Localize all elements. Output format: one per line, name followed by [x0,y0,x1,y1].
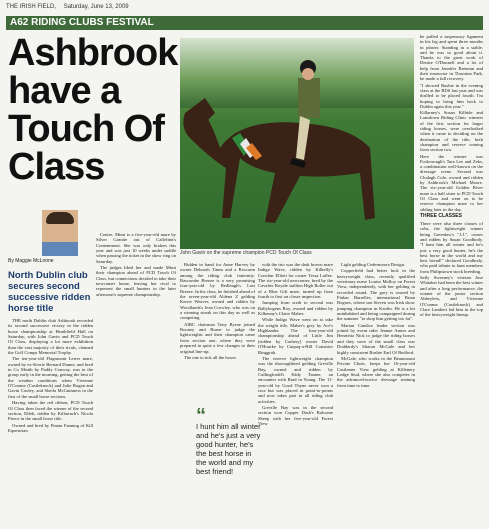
quote-mark-icon: “ [196,405,206,427]
article-right-column [420,34,483,318]
standfirst: North Dublin club secures second successive ridden horse title [8,270,91,314]
article-column-4 [337,262,415,389]
headline: Ashbrook have a Touch Of Class [8,32,178,188]
section-banner: A62 RIDING CLUBS FESTIVAL [6,16,483,30]
author-hair [46,212,74,224]
paragraph: Having taken the red ribbon, PCD Touch Of Class then faced the winner of the second section, Dilek, ridden by Killarinch's Nicola Pierce in the small horse title. [8,400,93,422]
paragraph: Killarney's Susan Kilbide and Lansdown Riding Clinic winners of the first section for larger riding horses, were overlooked when it came to deciding on the destination of the title, both champion and reserve coming from section two. [420,110,483,153]
article-column-1 [8,318,93,434]
author-photo [42,210,78,256]
paragraph: McGale, who works in the Beaumount Private Clinic, keeps her 16-year-old Castlemer View gelding at Killenery Lodge Stud, where she also competes in the advanced-novice dressage training from time to time. [337,355,415,388]
paragraph: Jumping from sixth to second was Ballybogens Roy, owned and ridden by Kilkenny's Claire Maher. [258,300,333,317]
author-shirt [42,242,78,256]
horse-and-rider-illustration [180,38,414,249]
article-column-1b [96,232,176,298]
article-column-3 [258,262,333,427]
subhead: THREE CLASSES [420,212,462,219]
paragraph: THE north Dublin club Ashbrook recorded its second successive victory in the ridden horse championship at Heathfield Hall on Saturday, with John Gavin and PCD Touch Of Class, displaying a lot more exhibition than the vast majority of their rivals, claimed the Golf Comps Memorial Trophy. [8,318,93,356]
paragraph: Copperfield had better luck in the heavyweight class, recently qualified veterinary nurse Louise Molloy on Forest View, independently, with her gelding in recorded round. The grey is owned by Finbar Barrelles, international Brian Bogues, whose son Steven was Irish show jumping champion in Kaolin. He is a bit uninhabited and being campaigned during the summer "to shop him getting too fat". [337,268,415,322]
paragraph: Sally Sweeney's veteran Jose Whitaker had been the best winter and after a long performance, the winner of the junior section Abbeyleix, and Vivienne O'Connor (Castleknock) and Clare Lambert led him in the top of the heavyweight lineup. [420,275,483,318]
paragraph: AIBC chairman Tony Byrne joined Rooney and Burne to judge the lightweights and their champion came from section one, where they were prepared in quite a few changes to their original line-up. [180,321,255,354]
issue-date: Saturday, June 13, 2009 [63,4,129,10]
paragraph: Greville Bay was in the second section won Copper Dash's Balcome Sheep with her five-year-old Forest View [258,404,333,426]
paragraph: While Indigo Wave went on to take the weight title, Maher's grey by Ace's Highlander. The four-year-old championship ahead of Little Jim (ridden by Carbery) owner David O'Hourke by Cuipaq-a-Hill Consister Ringgrah. [258,317,333,355]
paragraph: "I showed Rushie in the evening class at the RDS last year and was thrilled to be placed fourth. I'm hoping to bring him back to Dublin again this year." [420,82,483,109]
pull-quote [196,405,261,476]
paragraph: Owned and bred by Fintan Fanning of Kill Equestrian [8,422,93,433]
paragraph: The judges liked her and made Mimi their champion ahead of PCD Touch Of Class, but connections decided to take their newcomer home, leaving her rival to represent the small hunters in the later afternoon's supreme championship. [96,265,176,297]
main-photo [180,38,414,249]
paragraph: The one to tick all the boxes [184,354,237,360]
paragraph: with the trio was the dark brown mare Indigo Wave, ridden by Kilkelly's Conchur Elliott for owner Tessa Laffee. The six-year-old newcomer, bred by the Cavalier Royale stallion High Roller out of a Blue Gift mare, turned up from fourth to first on closer inspection. [258,262,333,300]
paper-name: THE IRISH FIELD, [6,4,57,10]
masthead [6,4,483,16]
paragraph: Marian Candice leader section was joined by event rider Jeanne Amtes and Henrietta Nick to judge the riding horses and they were of the small class was Dodderdy's Sharon McGale and her highly consistent Rushie Earl Of Bedford. [337,322,415,355]
pull-quote-text: I hunt him all winter and he's just a very good hunter, he's the best horse in the world and my best friend! [196,422,261,476]
paragraph: Centre, Mimi is a five-year-old mare by Silver Granite out of Callefinn's Contentment. She was only broken this year and was just 10 weeks under saddle when passing the ticket in the show ring on Saturday. [96,232,176,264]
paragraph: The ten-year-old Flagmount Lerrer mare, owned by ex-Kerrie Bernard Dunne, and bred in Co Meath by Paddy Conway, was in the group early in the morning, getting the best of the weather conditions when Vivienne O'Connor (Castleknock) and Julie Rogan and Gavin Cooley, and Sheila McGuinness in the first of the small horse sections. [8,356,93,399]
paragraph: Ridden in hand for Anne Harvey by owner Deborah Timm and a Roscarin among the riding club fraternity. Bascombe Breeze is a very promising four-year-old by Redlaugh's Last Breeze. In his class, he finished ahead of the seven-year-old Aldena Z gelding Kerrie Weaver, owned and ridden by Woodlands's Jean Crowley, who was on a winning streak on this day as well as competing. [180,262,255,321]
paragraph: Here the winner was Foxborough's Tara Lee and Zeks, a combination well-known on the dressage scene. Second was Clodagh Cole, owned and ridden by Ashbrook's Michael Moore. The six-year-old Golden River mare is a half sister to PCD Touch Of Class and went on to be reserve champion mare to her sibling later in the day. [420,153,484,212]
article-column-2 [180,262,255,361]
paragraph: There were also three classes of cobs, the lightweight winner being Greenlaw's "J.J.", owner and ridden by Susan Goodbody. "I hunt him all winter and he's just a very good hunter, he's the best horse in the world and my best friend!" declared Goodbody, who paid tribute to hunt members from Philipstown stock breeding. [420,221,483,274]
paragraph: The reserve lightweight champion was the thoroughbred gelding Greville Bay, owned and ridden by Cullingfordd's Eddy Tanner, an encounter with Brad in Young. The 11-year-old by Good Thyne never won a race but was placed in point-to-points and now takes part in all riding club activities. [258,355,333,404]
paragraph: he pulled a suspensory ligament in his leg and spent three months in plaster. Standing in a stable, and he was so good about it. Thanks to the great work of Denise O'Donnell and a lot of help from Jennifer Brennan and their instructor in Thornton Park, he made a full recovery. [420,34,483,82]
paragraph: Light gelding Cedermoore Design. [341,262,406,267]
photo-caption: John Gavin on the supreme champion PCD Touch Of Class [180,250,312,256]
byline: By Maggie McLoone [8,258,54,264]
